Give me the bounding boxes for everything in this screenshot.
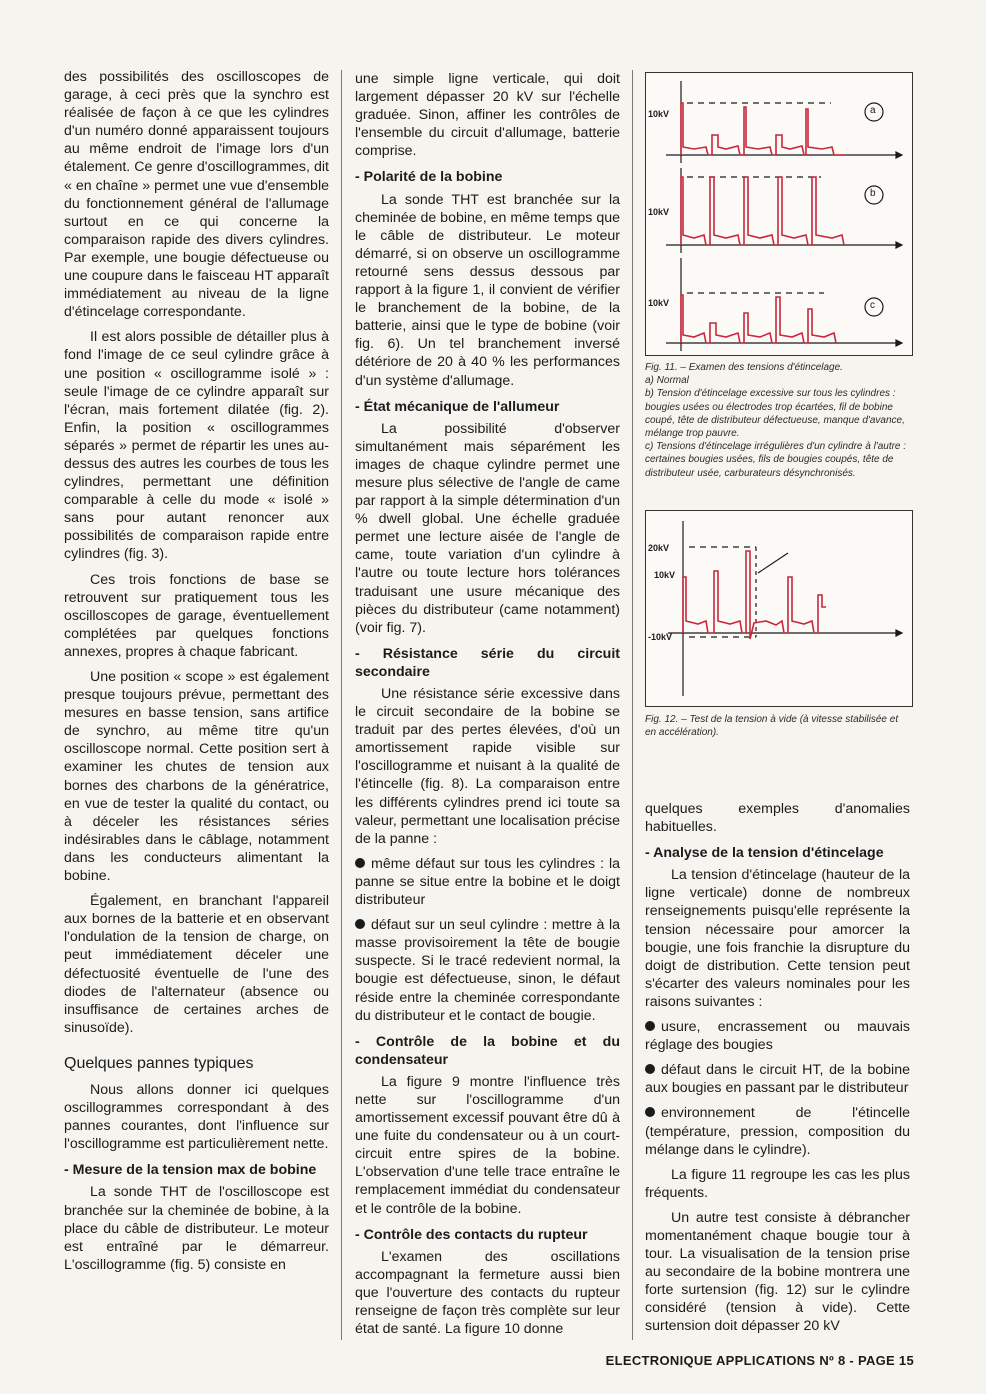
paragraph: L'examen des oscillations accompagnant la fermeture aussi bien que l'ouverture des contacts du rupteur renseigne de façon très complète sur leur état de santé. La figure 10 donne (355, 1248, 620, 1338)
bullet-icon (645, 1064, 655, 1074)
axis-label-minus-10kv: -10kV (648, 632, 673, 642)
paragraph: une simple ligne verticale, qui doit largement dépasser 20 kV sur l'échelle graduée. Sinon, affiner les contrôles de l'ensemble du circuit d'allumage, batterie comprise. (355, 71, 620, 160)
fig12-oscillogram (646, 511, 912, 706)
subheading: - Mesure de la tension max de bobine (64, 1162, 317, 1179)
paragraph: des possibilités des oscilloscopes de garage, à ceci près que la synchro est réalisée de façon à ce que les cylindres d'un numéro donné apparaissent toujours au même endroit de l'image lors d'un étalement. Ce genre d'oscillogrammes, dit « en chaîne » permet une vue d'ensemble du fonctionnement général de l'allumage surtout en ce qui concerne la comparaison rapide des divers cylindres. Par exemple, une bougie défectueuse ou une coupure dans le faisceau HT apparaît immédiatement au niveau de la ligne d'étincelage correspondante. (64, 69, 329, 321)
paragraph: La possibilité d'observer simultanément mais séparément les images de chaque cylindre permet une mesure plus sélective de l'angle de came par rapport à la simple détermination d'un % dwell global. Une échelle graduée permet une lecture aisée de l'angle de came, toute variation d'un cylindre à l'autre ou toute lecture hors tolérances traduisant une usure mécanique des pièces du distributeur (came notamment) (voir fig. 7). (355, 420, 620, 636)
caption-b: b) Tension d'étincelage excessive sur tous les cylindres : bougies usées ou électrodes trop écartées, fil de bobine coupé, tête de distributeur défectueuse, manque d'avance, mélange trop pauvre. (645, 388, 905, 440)
bullet-item: environnement de l'étincelle (température, pression, composition du mélange dans le cylindre). (645, 1105, 910, 1158)
figure-12 (645, 510, 913, 707)
column-divider (341, 70, 342, 1340)
paragraph: Nous allons donner ici quelques oscillogrammes correspondant à des pannes courantes, dont l'influence sur l'oscillogramme est particulièrement nette. (64, 1081, 329, 1153)
paragraph: La tension d'étincelage (hauteur de la ligne verticale) donne de nombreux renseignements puisqu'elle représente la tension nécessaire pour amorcer la bougie, une fois franchie la disrupture du doigt de distribution. Cette tension peut s'écarter des valeurs nominales pour les raisons suivantes : (645, 867, 910, 1010)
bullet-icon (645, 1107, 655, 1117)
axis-label-20kv: 20kV (648, 543, 670, 553)
page-footer: ELECTRONIQUE APPLICATIONS Nº 8 - PAGE 15 (605, 1353, 914, 1368)
axis-label-10kv: 10kV (648, 298, 670, 308)
column-3 (645, 800, 910, 1343)
paragraph: La figure 11 regroupe les cas les plus fréquents. (645, 1166, 910, 1201)
caption-a: a) Normal (645, 375, 689, 387)
subheading: - État mécanique de l'allumeur (355, 398, 560, 415)
bullet-item: défaut dans le circuit HT, de la bobine aux bougies en passant par le distributeur (645, 1062, 910, 1097)
column-1 (64, 68, 329, 1281)
bullet-item: même défaut sur tous les cylindres : la panne se situe entre la bobine et le doigt distributeur (355, 855, 620, 909)
column-2 (355, 70, 620, 1345)
column-divider (632, 70, 633, 1340)
paragraph: La sonde THT de l'oscilloscope est branchée sur la cheminée de bobine, à la place du câble de distributeur. Le moteur est entraîné par le démarreur. L'oscillogramme (fig. 5) consiste en (64, 1184, 329, 1273)
paragraph: Une résistance série excessive dans le circuit secondaire de la bobine se traduit par des pertes élevées, d'où un amortissement rapide visible sur l'oscillogramme et nuisant à la qualité de l'étincelle (fig. 8). La comparaison entre les différents cylindres prend ici toute sa valeur, permettant une localisation précise de la panne : (355, 686, 620, 847)
bullet-icon (355, 858, 365, 868)
section-heading: Quelques pannes typiques (64, 1054, 254, 1072)
bullet-item: usure, encrassement ou mauvais réglage des bougies (645, 1019, 910, 1054)
subheading: - Polarité de la bobine (355, 169, 503, 186)
bullet-item: défaut sur un seul cylindre : mettre à la masse provisoirement la tête de bougie suspecte. Si le tracé redevient normal, la bougie est défectueuse, sinon, le défaut réside entre la cheminée correspondante du distributeur et le contact de bougie. (355, 917, 620, 1024)
fig12-caption: Fig. 12. – Test de la tension à vide (à vitesse stabilisée et en accélération). (645, 714, 899, 739)
label-c: c (870, 300, 875, 311)
subheading: - Analyse de la tension d'étincelage (645, 845, 884, 862)
paragraph: Ces trois fonctions de base se retrouvent sur pratiquement tous les oscilloscopes de garage, éventuellement complétées par quelques fonctions annexes, propres à chaque fabricant. (64, 571, 329, 660)
axis-label-10kv: 10kV (648, 109, 670, 119)
paragraph: Un autre test consiste à débrancher momentanément chaque bougie tour à tour. La visualisation de la tension prise au secondaire de la bobine montrera une forte surtension (fig. 12) sur le cylindre considéré (tension à vide). Cette surtension doit dépasser 20 kV (645, 1209, 910, 1335)
axis-label-10kv: 10kV (648, 207, 670, 217)
axis-label-10kv: 10kV (654, 570, 676, 580)
label-a: a (870, 105, 876, 116)
bullet-icon (645, 1021, 655, 1031)
subheading: - Résistance série du circuit secondaire (355, 645, 620, 680)
label-b: b (870, 188, 876, 199)
paragraph: Également, en branchant l'appareil aux bornes de la batterie et en observant l'ondulation de la tension de charge, on peut immédiatement déceler une défectuosité éventuelle de l'une des diodes de l'alternateur (absence ou insuffisance de certaines arches de sinusoïde). (64, 893, 329, 1036)
bullet-icon (355, 919, 365, 929)
caption-title: Fig. 11. – Examen des tensions d'étincelage. (645, 362, 843, 373)
subheading: - Contrôle de la bobine et du condensateur (355, 1033, 620, 1068)
subheading: - Contrôle des contacts du rupteur (355, 1226, 588, 1243)
paragraph: quelques exemples d'anomalies habituelles. (645, 801, 910, 836)
caption-c: c) Tensions d'étincelage irrégulières d'un cylindre à l'autre : certaines bougies usées, fils de bougies coupés, tête de distributeur usée, carburateurs désynchronisés. (645, 441, 907, 479)
paragraph: Il est alors possible de détailler plus à fond l'image de ce seul cylindre grâce à une position « oscillogramme isolé » : seule l'image de ce cylindre apparaît sur l'écran, mais fortement dilatée (fig. 2). Enfin, la position « oscillogrammes séparés » permet de répartir les unes au-dessus des autres les courbes de tous les cylindres, permettant une définition comparable à celle du mode « isolé » sans pour autant renoncer aux possibilités de comparaison rapide entre cylindres (fig. 3). (64, 329, 329, 563)
paragraph: La sonde THT est branchée sur la cheminée de bobine, en même temps que le câble de distributeur. Le moteur démarré, si on observe un oscillogramme retourné sens dessus dessous par rapport à la figure 1, il convient de vérifier le branchement de la bobine, de la batterie, ainsi que le type de bobine (voir fig. 6). Un tel branchement inversé détériore de 20 à 40 % les performances d'un système d'allumage. (355, 191, 620, 389)
fig11-caption (645, 361, 910, 480)
paragraph: Une position « scope » est également presque toujours prévue, permettant des mesures en basse tension, sans artifice de synchro, au même titre qu'un oscilloscope normal. Cette position sert à examiner les chutes de tension aux bornes des charbons de la génératrice, en vue de tester la qualité du contact, ou à déceler les résistances séries indésirables dans le câblage, notamment dans les conducteurs alimentant la bobine. (64, 669, 329, 885)
figure-11 (645, 72, 913, 356)
paragraph: La figure 9 montre l'influence très nette sur l'oscillogramme d'un amortissement excessif pouvant être dû à une fuite du condensateur ou à un court-circuit entre spires de la bobine. L'observation d'une telle trace entraîne le remplacement immédiat du condensateur et le contrôle de la bobine. (355, 1073, 620, 1217)
